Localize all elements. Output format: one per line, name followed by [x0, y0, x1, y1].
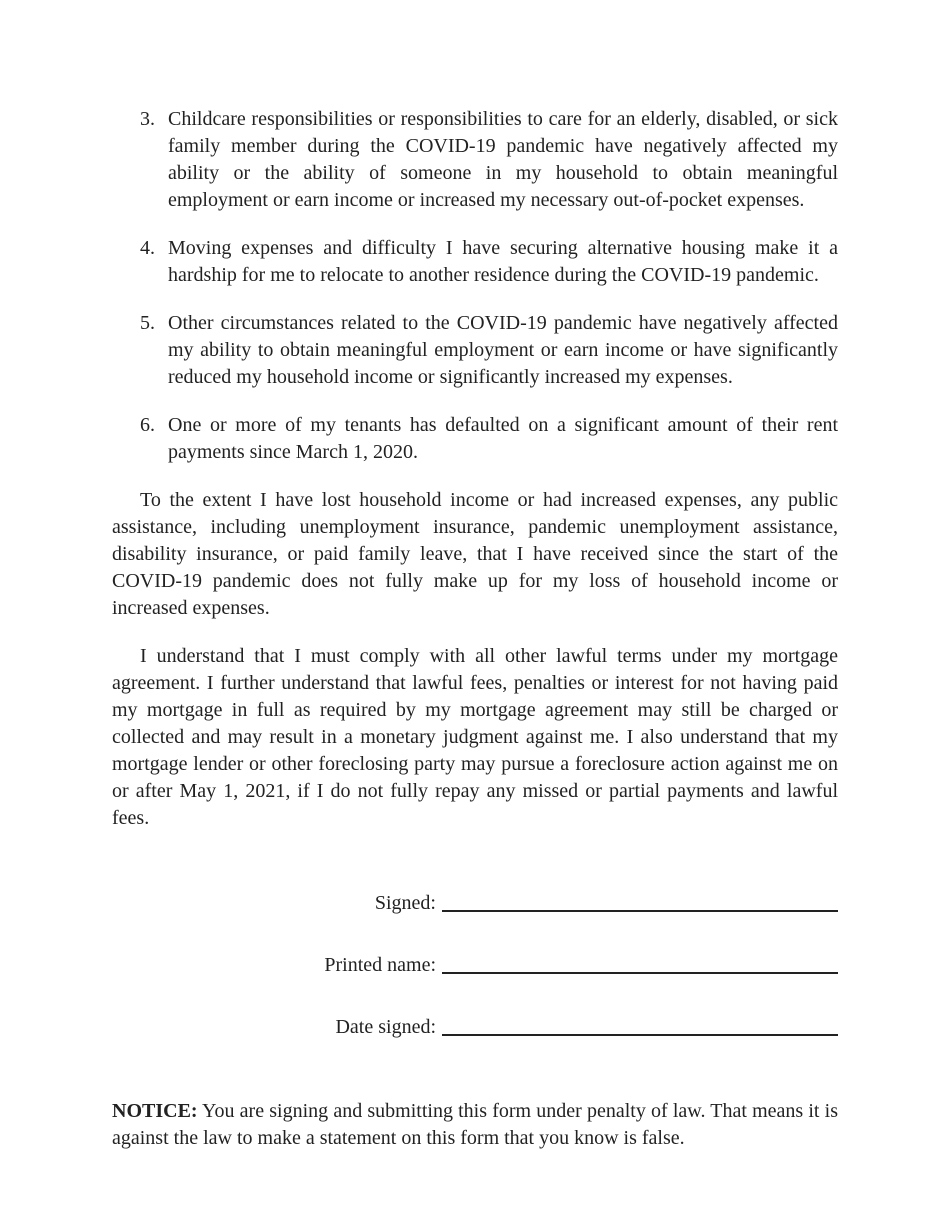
- notice-text: You are signing and submitting this form under penalty of law. That means it is against the law to make a statement on this form that you know is false.: [112, 1100, 839, 1149]
- list-item: [112, 412, 838, 466]
- list-item: [112, 235, 838, 289]
- list-item-text: Childcare responsibilities or responsibilities to care for an elderly, disabled, or sick family member during the COVID-19 pandemic have negatively affected my ability or the ability of someone in my household to obtain meaningful employment or earn income or increased my necessary out-of-pocket expenses.: [168, 108, 838, 211]
- list-item-number: 4.: [140, 237, 155, 259]
- list-item: [112, 106, 838, 214]
- list-item-number: 3.: [140, 108, 155, 130]
- list-item-text: One or more of my tenants has defaulted on a significant amount of their rent payments since March 1, 2020.: [168, 414, 838, 463]
- mortgage-terms-paragraph: I understand that I must comply with all other lawful terms under my mortgage agreement. I further understand that lawful fees, penalties or interest for not having paid my mortgage in full as required by my mortgage agreement may still be charged or collected and may result in a monetary judgment against me. I also understand that my mortgage lender or other foreclosing party may pursue a foreclosure action against me on or after May 1, 2021, if I do not fully repay any missed or partial payments and lawful fees.: [112, 645, 838, 829]
- document-body: [112, 106, 838, 853]
- list-item: [112, 310, 838, 391]
- signed-line[interactable]: [442, 910, 838, 912]
- public-assistance-paragraph: To the extent I have lost household income or had increased expenses, any public assistance, including unemployment insurance, pandemic unemployment assistance, disability insurance, or paid family leave, that I have received since the start of the COVID-19 pandemic does not fully make up for my loss of household income or increased expenses.: [112, 489, 838, 619]
- date-signed-line[interactable]: [442, 1034, 838, 1036]
- list-item-text: Other circumstances related to the COVID-19 pandemic have negatively affected my ability to obtain meaningful employment or earn income or have significantly reduced my household income or significantly increased my expenses.: [168, 312, 838, 388]
- printed-name-row: [112, 952, 838, 1014]
- signed-row: [112, 890, 838, 952]
- list-item-text: Moving expenses and difficulty I have securing alternative housing make it a hardship for me to relocate to another residence during the COVID-19 pandemic.: [168, 237, 838, 286]
- notice-label: NOTICE:: [112, 1100, 198, 1122]
- printed-name-line[interactable]: [442, 972, 838, 974]
- signature-block: [112, 890, 838, 1076]
- printed-name-label: Printed name:: [324, 954, 436, 976]
- date-signed-row: [112, 1014, 838, 1076]
- hardship-list: [112, 106, 838, 466]
- date-signed-label: Date signed:: [335, 1016, 436, 1038]
- notice: [112, 1098, 838, 1152]
- list-item-number: 5.: [140, 312, 155, 334]
- signed-label: Signed:: [374, 892, 436, 914]
- list-item-number: 6.: [140, 414, 155, 436]
